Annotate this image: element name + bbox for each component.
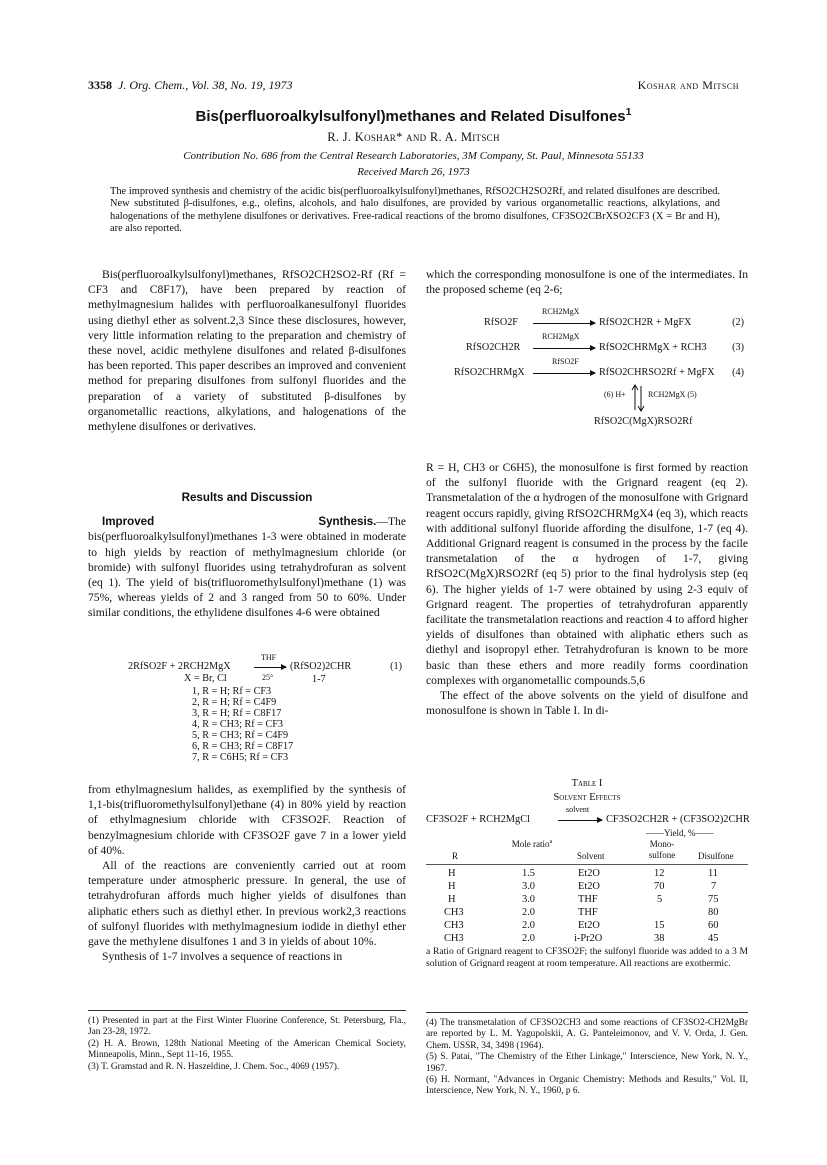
table-reaction-above: solvent — [566, 805, 590, 814]
affiliation: Contribution No. 686 from the Central Research Laboratories, 3M Company, St. Paul, Minnesota 55133 — [183, 150, 644, 162]
table-subcaption: Solvent Effects — [553, 792, 621, 803]
eq1-lhs: 2RfSO2F + 2RCH2MgX — [128, 661, 231, 672]
eq3-number: (3) — [732, 342, 744, 353]
scheme-intro-paragraph: which the corresponding monosulfone is one of the intermediates. In the proposed scheme (eq 2-6; — [426, 268, 748, 297]
equilibrium-arrows — [631, 383, 645, 413]
equation-1 — [88, 652, 406, 792]
table-yield-header: ——Yield, %—— — [646, 828, 714, 838]
table-reference-paragraph: The effect of the above solvents on the yield of disulfone and monosulfone is shown in Table I. In di- — [426, 689, 748, 718]
table-cell-mono: 12 — [654, 868, 665, 879]
paragraph-conditions: All of the reactions are conveniently carried out at room temperature under atmospheric pressure. In general, the use of tetrahydrofuran affords much higher yields of disulfones than aliphatic ethers such as diethyl ether. In previous work2,3 reactions of sulfonyl fluorides with methylmagnesium iodide in diethyl ether gave the methylene disulfones 1 and 3 in yields of about 10%. — [88, 859, 406, 949]
table-cell-r: CH3 — [444, 920, 464, 931]
table-cell-di: 75 — [708, 894, 719, 905]
table-cell-ratio: 1.5 — [522, 868, 535, 879]
table-cell-ratio: 2.0 — [522, 907, 535, 918]
table-cell-ratio: 3.0 — [522, 881, 535, 892]
table-cell-solvent: Et2O — [578, 868, 600, 879]
eq1-list-item: 6, R = CH3; Rf = C8F17 — [192, 741, 294, 752]
col-header-mole-ratio — [510, 839, 554, 850]
table-cell-di: 80 — [708, 907, 719, 918]
table-cell-solvent: Et2O — [578, 920, 600, 931]
table-cell-mono: 15 — [654, 920, 665, 931]
intro-paragraph: Bis(perfluoroalkylsulfonyl)methanes, RfSO2CH2SO2-Rf (Rf = CF3 and C8F17), have been prepared by reaction of methylmagnesium halides with perfluoroalkanesulfonyl fluorides using diethyl ether as solvent.2,3 Since these disclosures, however, very little information relating to the preparation and chemistry of these novel, acidic methylene disulfones and related β-disulfones has been reported. This paper describes an improved and convenient method for preparing disulfones from sulfonyl fluorides and the preparation of a variety of substituted β-disulfones by organometallic reactions, alkylations, and halogenations of the methylene disulfones or derivatives. — [88, 268, 406, 434]
improved-synthesis-text: —The bis(perfluoroalkylsulfonyl)methanes 1-3 were obtained in moderate to high yields by reaction of methylmagnesium chloride (or bromide) with sulfonyl fluorides using tetrahydrofuran as solvent (eq 1). The yield of bis(trifluoromethylsulfonyl)methane (1) was 75%, whereas yields of 2 and 3 ranged from 50 to 60%. Under similar conditions, the ethylidene disulfones 4-6 were obtained — [88, 515, 406, 620]
scheme-product: RfSO2C(MgX)RSO2Rf — [594, 416, 693, 427]
eq1-above: THF — [261, 653, 277, 662]
left-column-intro — [88, 267, 406, 434]
col-header-solvent: Solvent — [577, 851, 605, 861]
table-cell-ratio: 2.0 — [522, 933, 535, 944]
journal-citation: J. Org. Chem., Vol. 38, No. 19, 1973 — [118, 78, 293, 92]
footnote-rule-left — [88, 1010, 406, 1011]
table-cell-mono: 38 — [654, 933, 665, 944]
footnote-4: (4) The transmetalation of CF3SO2CH3 and some reactions of CF3SO2-CH2MgBr are reported by L. M. Yagupolskii, A. G. Panteleimonov, and V. V. Orda, J. Gen. Chem. USSR, 34, 3498 (1964). — [426, 1018, 748, 1051]
header-left — [88, 78, 293, 93]
eq5-label: RCH2MgX (5) — [648, 390, 697, 399]
eq1-list-item: 1, R = H; Rf = CF3 — [192, 686, 272, 697]
header-authors: Koshar and Mitsch — [637, 78, 739, 92]
table-cell-solvent: i-Pr2O — [574, 933, 603, 944]
eq1-compounds: 1-7 — [312, 674, 326, 685]
right-column-main — [426, 460, 748, 718]
reaction-scheme — [426, 303, 748, 453]
mole-ratio-label: Mole ratio — [511, 839, 550, 849]
eq2-rhs: RfSO2CH2R + MgFX — [599, 317, 692, 328]
eq1-temperature: 25° — [262, 673, 274, 682]
table-cell-r: H — [448, 894, 456, 905]
col-header-monosulfone: Mono-sulfone — [648, 839, 676, 860]
eq1-arrow — [254, 667, 286, 668]
eq4-above: RfSO2F — [552, 357, 579, 366]
title-footnote-mark: 1 — [625, 106, 632, 118]
eq2-above: RCH2MgX — [542, 307, 580, 316]
eq1-number: (1) — [390, 661, 402, 672]
table-cell-solvent: THF — [578, 894, 598, 905]
eq3-rhs: RfSO2CHRMgX + RCH3 — [599, 342, 707, 353]
table-cell-mono: 70 — [654, 881, 665, 892]
footnotes-right — [426, 1018, 748, 1098]
table-header-rule — [426, 864, 748, 865]
eq3-lhs: RfSO2CH2R — [466, 342, 521, 353]
eq4-arrow — [533, 373, 595, 374]
col-header-disulfone: Disulfone — [698, 851, 734, 861]
footnote-6: (6) H. Normant, "Advances in Organic Chemistry: Methods and Results," Vol. II, Interscience, New York, N. Y., 1960, p 6. — [426, 1075, 748, 1097]
article-title — [88, 108, 739, 125]
article-authors: R. J. Koshar* and R. A. Mitsch — [327, 130, 500, 144]
table-reaction-arrow — [558, 820, 602, 821]
table-cell-di: 60 — [708, 920, 719, 931]
eq4-number: (4) — [732, 367, 744, 378]
table-reaction-lhs: CF3SO2F + RCH2MgCl — [426, 814, 531, 825]
right-column-top — [426, 267, 748, 297]
eq1-list-item: 3, R = H; Rf = C8F17 — [192, 708, 282, 719]
left-column-continued — [88, 782, 406, 964]
paragraph-synthesis-sequence: Synthesis of 1-7 involves a sequence of reactions in — [102, 950, 343, 964]
table-cell-di: 45 — [708, 933, 719, 944]
table-1 — [426, 778, 748, 998]
received-date: Received March 26, 1973 — [357, 166, 470, 178]
table-cell-r: CH3 — [444, 907, 464, 918]
table-cell-ratio: 2.0 — [522, 920, 535, 931]
table-cell-ratio: 3.0 — [522, 894, 535, 905]
table-cell-di: 11 — [708, 868, 719, 879]
table-cell-mono: 5 — [657, 894, 663, 905]
table-cell-solvent: THF — [578, 907, 598, 918]
table-cell-di: 7 — [711, 881, 717, 892]
footnote-1: (1) Presented in part at the First Winter Fluorine Conference, St. Petersburg, Fla., Jan 23-28, 1972. — [88, 1016, 406, 1038]
table-cell-r: H — [448, 881, 456, 892]
runin-heading: Improved Synthesis. — [102, 515, 377, 529]
eq6-label: (6) H+ — [604, 390, 626, 399]
eq1-condition: X = Br, Cl — [184, 673, 227, 684]
table-footnote: a Ratio of Grignard reagent to CF3SO2F; the sulfonyl fluoride was added to a 3 M solution of Grignard reagent at room temperature. All reactions are exothermic. — [426, 946, 748, 969]
eq1-rhs: (RfSO2)2CHR — [290, 661, 352, 672]
eq3-arrow — [533, 348, 595, 349]
eq1-list-item: 5, R = CH3; Rf = C4F9 — [192, 730, 289, 741]
table-cell-r: H — [448, 868, 456, 879]
mechanism-paragraph: R = H, CH3 or C6H5), the monosulfone is first formed by reaction of the sulfonyl fluoride with the Grignard reagent (eq 2). Transmetalation of the α hydrogen of the monosulfone with Grignard reagent occurs rapidly, giving RfSO2CHRMgX4 (eq 3), which reacts with additional sulfonyl fluoride affording the disulfone, 1-7 (eq 4). Additional Grignard reagent is consumed in the process by the facile transmetalation of the α hydrogen of 1-7, giving RfSO2C(MgX)RSO2Rf (eq 5) prior to the final hydrolysis step (eq 6). The higher yields of 1-7 were obtained by using 2-3 equiv of Grignard reagent. The properties of tetrahydrofuran apparently facilitate the transmetalation reactions and reaction 4 to afford higher yields of disulfones than obtained with aliphatic ethers such as diethyl and isopropyl ether. Tetrahydrofuran is known to be more basic than these ethers and more readily forms coordination complexes with organometallic compounds.5,6 — [426, 461, 748, 687]
footnote-2: (2) H. A. Brown, 128th National Meeting of the American Chemical Society, Minneapolis, Minn., Sept 11-16, 1955. — [88, 1038, 406, 1061]
eq2-number: (2) — [732, 317, 744, 328]
eq2-lhs: RfSO2F — [484, 317, 518, 328]
footnote-5: (5) S. Patai, "The Chemistry of the Ether Linkage," Interscience, New York, N. Y., 1967. — [426, 1052, 748, 1074]
yield-header-text: Yield, % — [664, 828, 696, 838]
eq1-list-item: 4, R = CH3; Rf = CF3 — [192, 719, 284, 730]
footnotes-left — [88, 1016, 406, 1073]
eq2-arrow — [533, 323, 595, 324]
eq4-rhs: RfSO2CHRSO2Rf + MgFX — [599, 367, 715, 378]
eq1-list-item: 7, R = C6H5; Rf = CF3 — [192, 752, 289, 763]
footnote-rule-right — [426, 1012, 748, 1013]
table-reaction-rhs: CF3SO2CH2R + (CF3SO2)2CHR — [606, 814, 750, 825]
page-number: 3358 — [88, 78, 112, 92]
section-heading: Results and Discussion — [181, 491, 313, 504]
title-text: Bis(perfluoroalkylsulfonyl)methanes and Related Disulfones — [195, 108, 626, 125]
eq1-list-item: 2, R = H; Rf = C4F9 — [192, 697, 277, 708]
eq4-lhs: RfSO2CHRMgX — [454, 367, 525, 378]
table-cell-solvent: Et2O — [578, 881, 600, 892]
paragraph-ethyl: from ethylmagnesium halides, as exemplified by the synthesis of 1,1-bis(trifluoromethylsulfonyl)ethane (4) in 80% yield by reaction of ethylmagnesium chloride with CF3SO2F. Reaction of benzylmagnesium chloride with CF3SO2F gave 7 in a lower yield of 40%. — [88, 783, 406, 857]
footnote-3: (3) T. Gramstad and R. N. Haszeldine, J. Chem. Soc., 4069 (1957). — [88, 1061, 340, 1072]
eq3-above: RCH2MgX — [542, 332, 580, 341]
mole-ratio-footnote-mark: a — [549, 838, 553, 845]
table-caption: Table I — [571, 778, 603, 789]
improved-synthesis-paragraph — [88, 514, 406, 620]
col-header-r: R — [452, 851, 459, 861]
table-cell-r: CH3 — [444, 933, 464, 944]
left-column-results — [88, 490, 406, 621]
running-header — [88, 78, 739, 94]
abstract: The improved synthesis and chemistry of the acidic bis(perfluoroalkylsulfonyl)methanes, RfSO2CH2SO2Rf, and related disulfones are described. New substituted β-disulfones, e.g., olefins, alcohols, and halo disulfones, are provided by various organometallic reactions, alkylations, and halogenations of the methylene disulfones or derivatives. Free-radical reactions of the bromo disulfones, CF3SO2CBrXSO2CF3 (X = Br and H), are also reported. — [110, 186, 720, 235]
